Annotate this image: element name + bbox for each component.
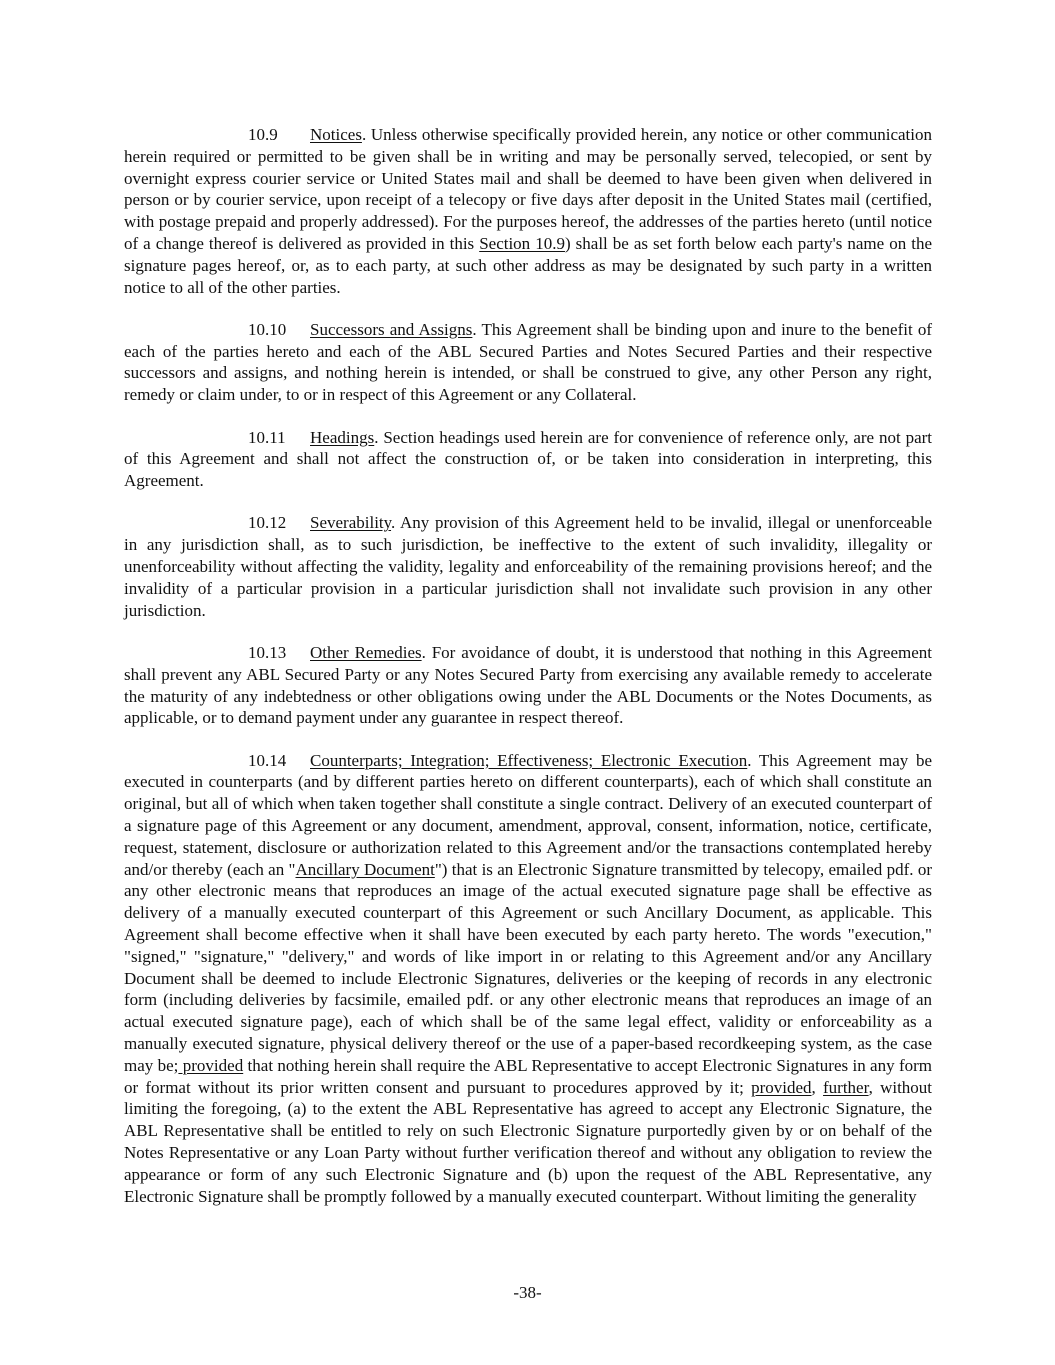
section-10-13-text — [124, 642, 932, 729]
document-page — [124, 124, 932, 1228]
section-number: 10.12 — [248, 513, 287, 533]
section-body: . Section headings used herein are for convenience of reference only, are not part of this Agreement and shall not affect the construction of, or be taken into consideration in interpreting, this Agreement. — [124, 427, 932, 491]
section-reference: Section 10.9 — [479, 233, 565, 253]
section-10-14 — [124, 750, 932, 1208]
section-number: 10.11 — [248, 427, 286, 447]
section-10-13 — [124, 642, 932, 729]
section-10-9-text — [124, 124, 932, 298]
section-heading: Counterparts; Integration; Effectiveness; Electronic Execution — [310, 750, 748, 770]
section-10-10 — [124, 319, 932, 406]
section-number: 10.10 — [248, 319, 287, 339]
section-body: . For avoidance of doubt, it is understood that nothing in this Agreement shall prevent any ABL Secured Party or any Notes Secured Party from exercising any available remedy to accelerate the maturity of any indebtedness or other obligations owing under the ABL Documents or the Notes Documents, as applicable, or to demand payment under any guarantee in respect thereof. — [124, 642, 932, 728]
section-heading: Other Remedies — [310, 642, 422, 662]
section-10-14-text — [124, 750, 932, 1208]
section-10-9 — [124, 124, 932, 298]
section-heading: Notices — [310, 125, 362, 144]
separator-comma: , — [811, 1077, 824, 1097]
section-heading: Successors and Assigns — [310, 319, 473, 339]
page-number: -38- — [513, 1283, 542, 1302]
proviso-term: provided — [178, 1055, 244, 1075]
section-number: 10.14 — [248, 750, 287, 770]
section-body-cont-3: , without limiting the foregoing, (a) to the extent the ABL Representative has agreed to accept any Electronic Signature, the ABL Representative shall be entitled to rely on such Electronic Signature purportedly given by or on behalf of the Notes Representative or any Loan Party without further verification thereof and without any obligation to review the appearance or form of any such Electronic Signature and (b) upon the request of the ABL Representative, any Electronic Signature shall be promptly followed by a manually executed counterpart. Without limiting the generality — [124, 1077, 933, 1206]
section-10-10-text — [124, 319, 932, 406]
section-heading: Severability — [310, 513, 392, 533]
section-body-cont-2: that nothing herein shall require the ABL Representative to accept Electronic Signatures in any form or format without its prior written consent and pursuant to procedures approved by it; — [124, 1055, 932, 1097]
section-body: . This Agreement shall be binding upon and inure to the benefit of each of the parties hereto and each of the ABL Secured Parties and Notes Secured Parties and their respective successors and assigns, and nothing herein is intended, or shall be construed to give, any other Person any right, remedy or claim under, to or in respect of this Agreement or any Collateral. — [124, 319, 932, 405]
section-body: . Any provision of this Agreement held to be invalid, illegal or unenforceable in any jurisdiction shall, as to such jurisdiction, be ineffective to the extent of such invalidity, illegality or unenforceability without affecting the validity, legality and enforceability of the remaining provisions hereof; and the invalidity of a particular provision in a particular jurisdiction shall not invalidate such provision in any other jurisdiction. — [124, 513, 932, 620]
proviso-term-2: provided — [751, 1077, 812, 1097]
section-10-11-text — [124, 427, 932, 492]
section-body: . Unless otherwise specifically provided herein, any notice or other communication herein required or permitted to be given shall be in writing and may be personally served, telecopied, or sent by overnight express courier service or United States mail and shall be deemed to have been given when delivered in person or by courier service, upon receipt of a telecopy or five days after deposit in the United States mail (certified, with postage prepaid and properly addressed). For the purposes hereof, the addresses of the parties hereto (until notice of a change thereof is delivered as provided in this — [124, 125, 932, 253]
section-heading: Headings — [310, 427, 375, 447]
proviso-further: further — [823, 1077, 869, 1097]
section-number: 10.9 — [248, 125, 278, 144]
section-10-11 — [124, 427, 932, 492]
defined-term: Ancillary Document — [295, 859, 435, 879]
section-number: 10.13 — [248, 642, 287, 662]
section-body-cont: ) shall be as set forth below each party's name on the signature pages hereof, or, as to each party, at such other address as may be designated by such party in a written notice to all of the other parties. — [124, 233, 933, 297]
section-10-12 — [124, 512, 932, 621]
section-body-cont: ") that is an Electronic Signature transmitted by telecopy, emailed pdf. or any other electronic means that reproduces an image of the actual executed signature page shall be effective as delivery of a manually executed counterpart of this Agreement or such Ancillary Document, as applicable. This Agreement shall become effective when it shall have been executed by each party hereto. The words "execution," "signed," "signature," "delivery," and words of like import in or relating to this Agreement and/or any Ancillary Document shall be deemed to include Electronic Signatures, deliveries or the keeping of records in any electronic form (including deliveries by facsimile, emailed pdf. or any other electronic means that reproduces an image of an actual executed signature page), each of which shall be of the same legal effect, validity or enforceability as a manually executed signature, physical delivery thereof or the use of a paper-based recordkeeping system, as the case may be; — [124, 859, 933, 1075]
section-body: . This Agreement may be executed in counterparts (and by different parties hereto on different counterparts), each of which shall constitute an original, but all of which when taken together shall constitute a single contract. Delivery of an executed counterpart of a signature page of this Agreement or any document, amendment, approval, consent, information, notice, certificate, request, statement, disclosure or authorization related to this Agreement and/or the transactions contemplated hereby and/or thereby (each an " — [124, 750, 932, 879]
section-10-12-text — [124, 512, 932, 621]
